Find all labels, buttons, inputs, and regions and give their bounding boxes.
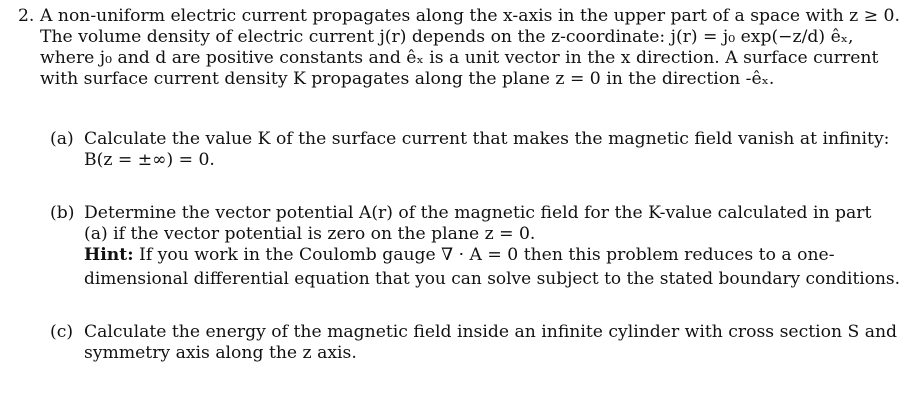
part-label: (c) [50,322,74,342]
statement-line: where j₀ and d are positive constants and êₓ is a unit vector in the x direction. A surface current [40,48,879,68]
part-line: (a) if the vector potential is zero on the plane z = 0. [84,224,536,244]
part-line: Calculate the value K of the surface current that makes the magnetic field vanish at infinity: [84,129,890,149]
part-label: (a) [50,129,74,149]
hint-text: If you work in the Coulomb gauge ∇ · A = 0 then this problem reduces to a one- [139,245,835,265]
part-line: symmetry axis along the z axis. [84,343,357,363]
part-line: Determine the vector potential A(r) of the magnetic field for the K-value calculated in part [84,203,872,223]
part-label: (b) [50,203,75,223]
hint-label: Hint: [84,245,134,265]
hint-line: dimensional differential equation that you can solve subject to the stated boundary conditions. [84,269,900,289]
hint-line [84,245,835,266]
problem-number: 2. [18,6,35,26]
part-line: Calculate the energy of the magnetic field inside an infinite cylinder with cross section S and [84,322,898,342]
statement-line: with surface current density K propagates along the plane z = 0 in the direction -êₓ. [40,69,775,89]
part-line: B(z = ±∞) = 0. [84,150,215,170]
statement-line: The volume density of electric current j(r) depends on the z-coordinate: j(r) = j₀ exp(−z/d) êₓ, [40,27,854,47]
statement-line: A non-uniform electric current propagates along the x-axis in the upper part of a space with z ≥ 0. [40,6,900,26]
